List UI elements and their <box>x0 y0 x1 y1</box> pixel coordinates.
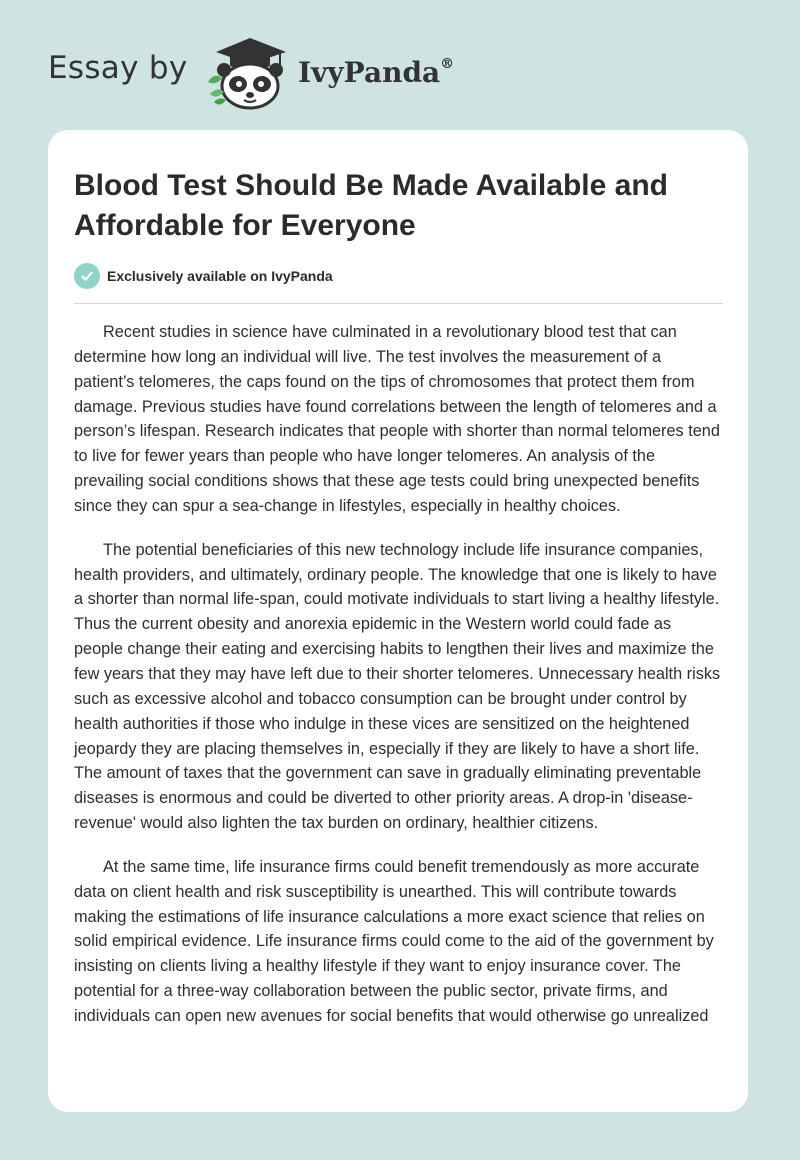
article-body <box>74 320 724 1048</box>
page-title: Blood Test Should Be Made Available and Affordable for Everyone <box>74 169 668 242</box>
site-header <box>0 0 800 130</box>
exclusive-badge-label: Exclusively available on IvyPanda <box>107 268 333 284</box>
check-circle-icon <box>74 263 100 289</box>
panda-graduate-logo-icon[interactable] <box>200 34 300 110</box>
divider <box>74 303 723 304</box>
brand-name[interactable]: IvyPanda® <box>298 55 455 89</box>
paragraph-1: Recent studies in science have culminated in a revolutionary blood test that can determine how long an individual will live. The test involves the measurement of a patient’s telomeres, the caps found on the tips of chromosomes that protect them from damage. Previous studies have found correlations between the length of telomeres and a person’s lifespan. Research indicates that people with shorter than normal telomeres tend to live for fewer years than people who have longer telomeres. An analysis of the prevailing social conditions shows that these age tests could bring unexpected benefits since they can spur a sea-change in lifestyles, especially in healthy choices. <box>74 323 720 515</box>
registered-mark: ® <box>440 55 455 72</box>
paragraph-3: At the same time, life insurance firms could benefit tremendously as more accurate data on client health and risk susceptibility is unearthed. This will contribute towards making the estimations of life insurance calculations a more exact science that relies on solid empirical evidence. Life insurance firms could come to the aid of the government by insisting on clients living a healthy lifestyle if they want to enjoy insurance cover. The potential for a three-way collaboration between the public sector, private firms, and individuals can open new avenues for social benefits that would otherwise go unrealized <box>74 857 714 1025</box>
exclusive-badge <box>74 263 333 289</box>
article-card <box>48 130 748 1112</box>
essay-by-label: Essay by <box>48 50 188 86</box>
paragraph-2: The potential beneficiaries of this new technology include life insurance companies, health providers, and ultimately, ordinary people. The knowledge that one is likely to have a shorter than normal life-span, could motivate individuals to start living a healthy lifestyle. Thus the current obesity and anorexia epidemic in the Western world could fade as people change their eating and exercising habits to lengthen their lives and maximize the few years that they may have left due to their shorter telomeres. Unnecessary health risks such as excessive alcohol and tobacco consumption can be brought under control by health authorities if those who indulge in these vices are sensitized on the heightened jeopardy they are placing themselves in, especially if they are likely to have a short life. The amount of taxes that the government can save in gradually eliminating preventable diseases is enormous and could be diverted to other priority areas. A drop-in 'disease-revenue' would also lighten the tax burden on ordinary, healthier citizens. <box>74 540 721 833</box>
